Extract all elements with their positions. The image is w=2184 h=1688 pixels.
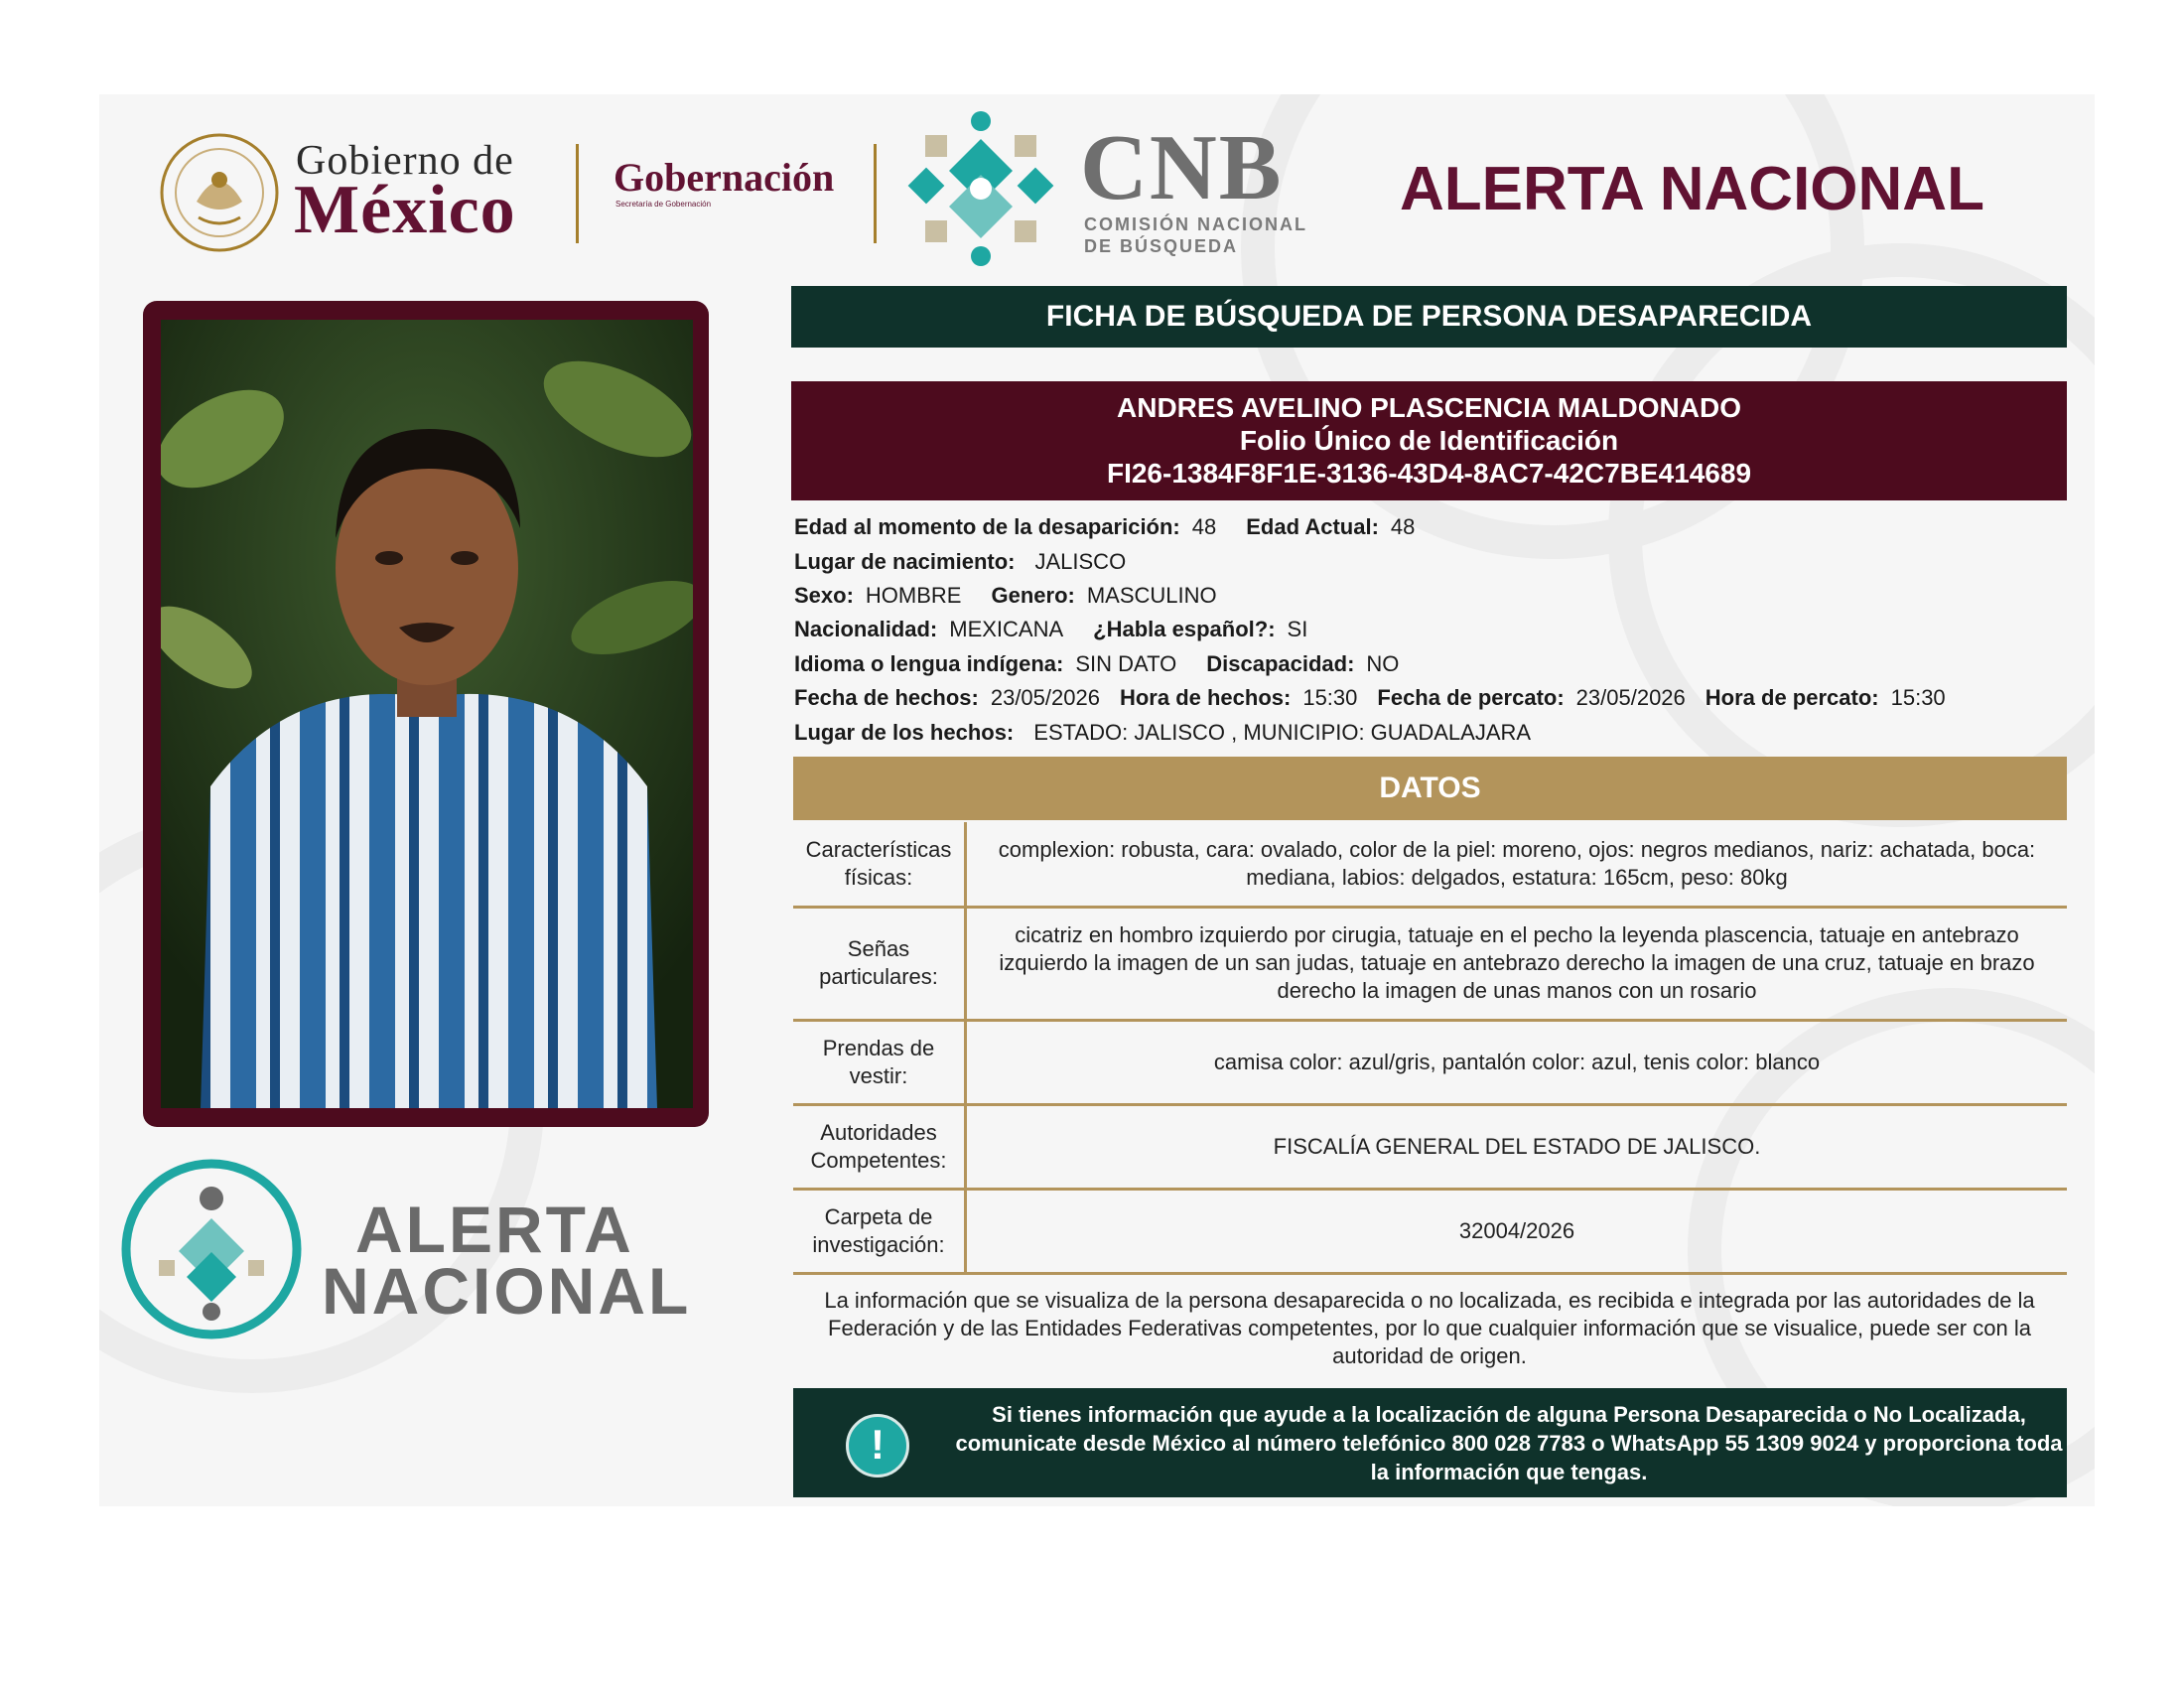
lugar-hechos-label: Lugar de los hechos: <box>794 720 1015 745</box>
nacionalidad-value: MEXICANA <box>949 617 1064 641</box>
edad-desaparicion-value: 48 <box>1191 514 1217 539</box>
table-row <box>793 1020 2067 1104</box>
cnb-subtitle-line1: COMISIÓN NACIONAL <box>1084 214 1307 234</box>
gobierno-line2: México <box>294 172 516 248</box>
lugar-nacimiento-value: JALISCO <box>1034 549 1127 574</box>
datos-title-bar: DATOS <box>793 757 2067 820</box>
cnb-subtitle-line2: DE BÚSQUEDA <box>1084 236 1239 256</box>
nacionalidad-label: Nacionalidad: <box>794 617 938 641</box>
person-name: ANDRES AVELINO PLASCENCIA MALDONADO <box>1117 392 1741 423</box>
cnb-title: CNB <box>1080 116 1284 219</box>
sexo-label: Sexo: <box>794 583 854 608</box>
genero-value: MASCULINO <box>1086 583 1217 608</box>
cnb-logo-icon <box>901 109 1060 268</box>
disclaimer-text: La información que se visualiza de la persona desaparecida o no localizada, es recibida e integrada por las autoridades de la Federación y de las Entidades Federativas competentes, por lo que cualquier información que se visualice, puede ser con la autoridad de origen. <box>824 1288 2035 1368</box>
senas-label: Señas particulares: <box>793 907 966 1020</box>
info-row-sexo <box>794 583 1247 609</box>
datos-table <box>793 822 2067 1275</box>
info-row-fechas <box>794 685 1946 711</box>
header-divider <box>874 144 877 243</box>
info-row-nacionalidad <box>794 617 1337 642</box>
hora-hechos-value: 15:30 <box>1302 685 1358 710</box>
hora-hechos-label: Hora de hechos: <box>1119 685 1292 710</box>
prendas-label: Prendas de vestir: <box>793 1020 966 1104</box>
folio-label: Folio Único de Identificación <box>1239 425 1619 456</box>
prendas-value: camisa color: azul/gris, pantalón color: azul, tenis color: blanco <box>966 1020 2068 1104</box>
carpeta-label: Carpeta de investigación: <box>793 1189 966 1273</box>
hora-percato-value: 15:30 <box>1890 685 1946 710</box>
info-row-lugar-hechos <box>794 720 1561 746</box>
fecha-hechos-value: 23/05/2026 <box>990 685 1100 710</box>
lugar-hechos-value: ESTADO: JALISCO , MUNICIPIO: GUADALAJARA <box>1033 720 1532 745</box>
autoridades-label: Autoridades Competentes: <box>793 1104 966 1189</box>
alerta-logo-line1: ALERTA <box>355 1193 634 1266</box>
habla-espanol-label: ¿Habla español?: <box>1093 617 1276 641</box>
header-divider <box>576 144 579 243</box>
gobernacion-logo-text: Gobernación <box>614 155 835 200</box>
folio-value: FI26-1384F8F1E-3136-43D4-8AC7-42C7BE414689 <box>1106 458 1752 489</box>
table-row <box>793 907 2067 1020</box>
edad-desaparicion-label: Edad al momento de la desaparición: <box>794 514 1180 539</box>
info-row-idioma <box>794 651 1429 677</box>
alerta-nacional-logo-icon <box>119 1157 304 1341</box>
genero-label: Genero: <box>991 583 1075 608</box>
contact-text: Si tienes información que ayude a la localización de alguna Persona Desaparecida o No Localizada, comunicate desde México al número telefónico 800 028 7783 o WhatsApp 55 1309 9024 y proporciona toda la información que tengas. <box>955 1402 2063 1484</box>
national-seal-icon <box>159 132 280 253</box>
info-row-edad <box>794 514 1444 540</box>
person-photo-illustration <box>161 320 693 1108</box>
table-row <box>793 1104 2067 1189</box>
alerta-nacional-title: ALERTA NACIONAL <box>1400 155 1984 223</box>
gobierno-line1: Gobierno de <box>296 138 514 184</box>
fecha-percato-value: 23/05/2026 <box>1575 685 1686 710</box>
exclamation-icon: ! <box>846 1414 909 1477</box>
gobernacion-subtitle: Secretaría de Gobernación <box>615 200 712 209</box>
sexo-value: HOMBRE <box>865 583 962 608</box>
discapacidad-label: Discapacidad: <box>1206 651 1355 676</box>
caracteristicas-label: Características físicas: <box>793 822 966 907</box>
idioma-label: Idioma o lengua indígena: <box>794 651 1064 676</box>
hora-percato-label: Hora de percato: <box>1705 685 1879 710</box>
caracteristicas-value: complexion: robusta, cara: ovalado, color de la piel: moreno, ojos: negros medianos, nariz: achatada, boca: mediana, labios: delgados, estatura: 165cm, peso: 80kg <box>966 822 2068 907</box>
discapacidad-value: NO <box>1366 651 1400 676</box>
fecha-hechos-label: Fecha de hechos: <box>794 685 979 710</box>
alerta-logo-line2: NACIONAL <box>322 1254 692 1328</box>
info-row-nacimiento <box>794 549 1156 575</box>
ficha-title-bar: FICHA DE BÚSQUEDA DE PERSONA DESAPARECIDA <box>791 286 2067 348</box>
edad-actual-label: Edad Actual: <box>1246 514 1379 539</box>
person-photo <box>161 320 693 1108</box>
fecha-percato-label: Fecha de percato: <box>1377 685 1565 710</box>
table-row <box>793 1189 2067 1273</box>
edad-actual-value: 48 <box>1390 514 1416 539</box>
table-row <box>793 822 2067 907</box>
idioma-value: SIN DATO <box>1075 651 1177 676</box>
person-identity-box <box>791 381 2067 500</box>
lugar-nacimiento-label: Lugar de nacimiento: <box>794 549 1016 574</box>
carpeta-value: 32004/2026 <box>966 1189 2068 1273</box>
autoridades-value: FISCALÍA GENERAL DEL ESTADO DE JALISCO. <box>966 1104 2068 1189</box>
senas-value: cicatriz en hombro izquierdo por cirugia, tatuaje en el pecho la leyenda plascencia, tatuaje en antebrazo izquierdo la imagen de un san judas, tatuaje en antebrazo derecho la imagen de una cruz, tatuaje en brazo derecho la imagen de unas manos con un rosario <box>966 907 2068 1020</box>
habla-espanol-value: SI <box>1287 617 1308 641</box>
